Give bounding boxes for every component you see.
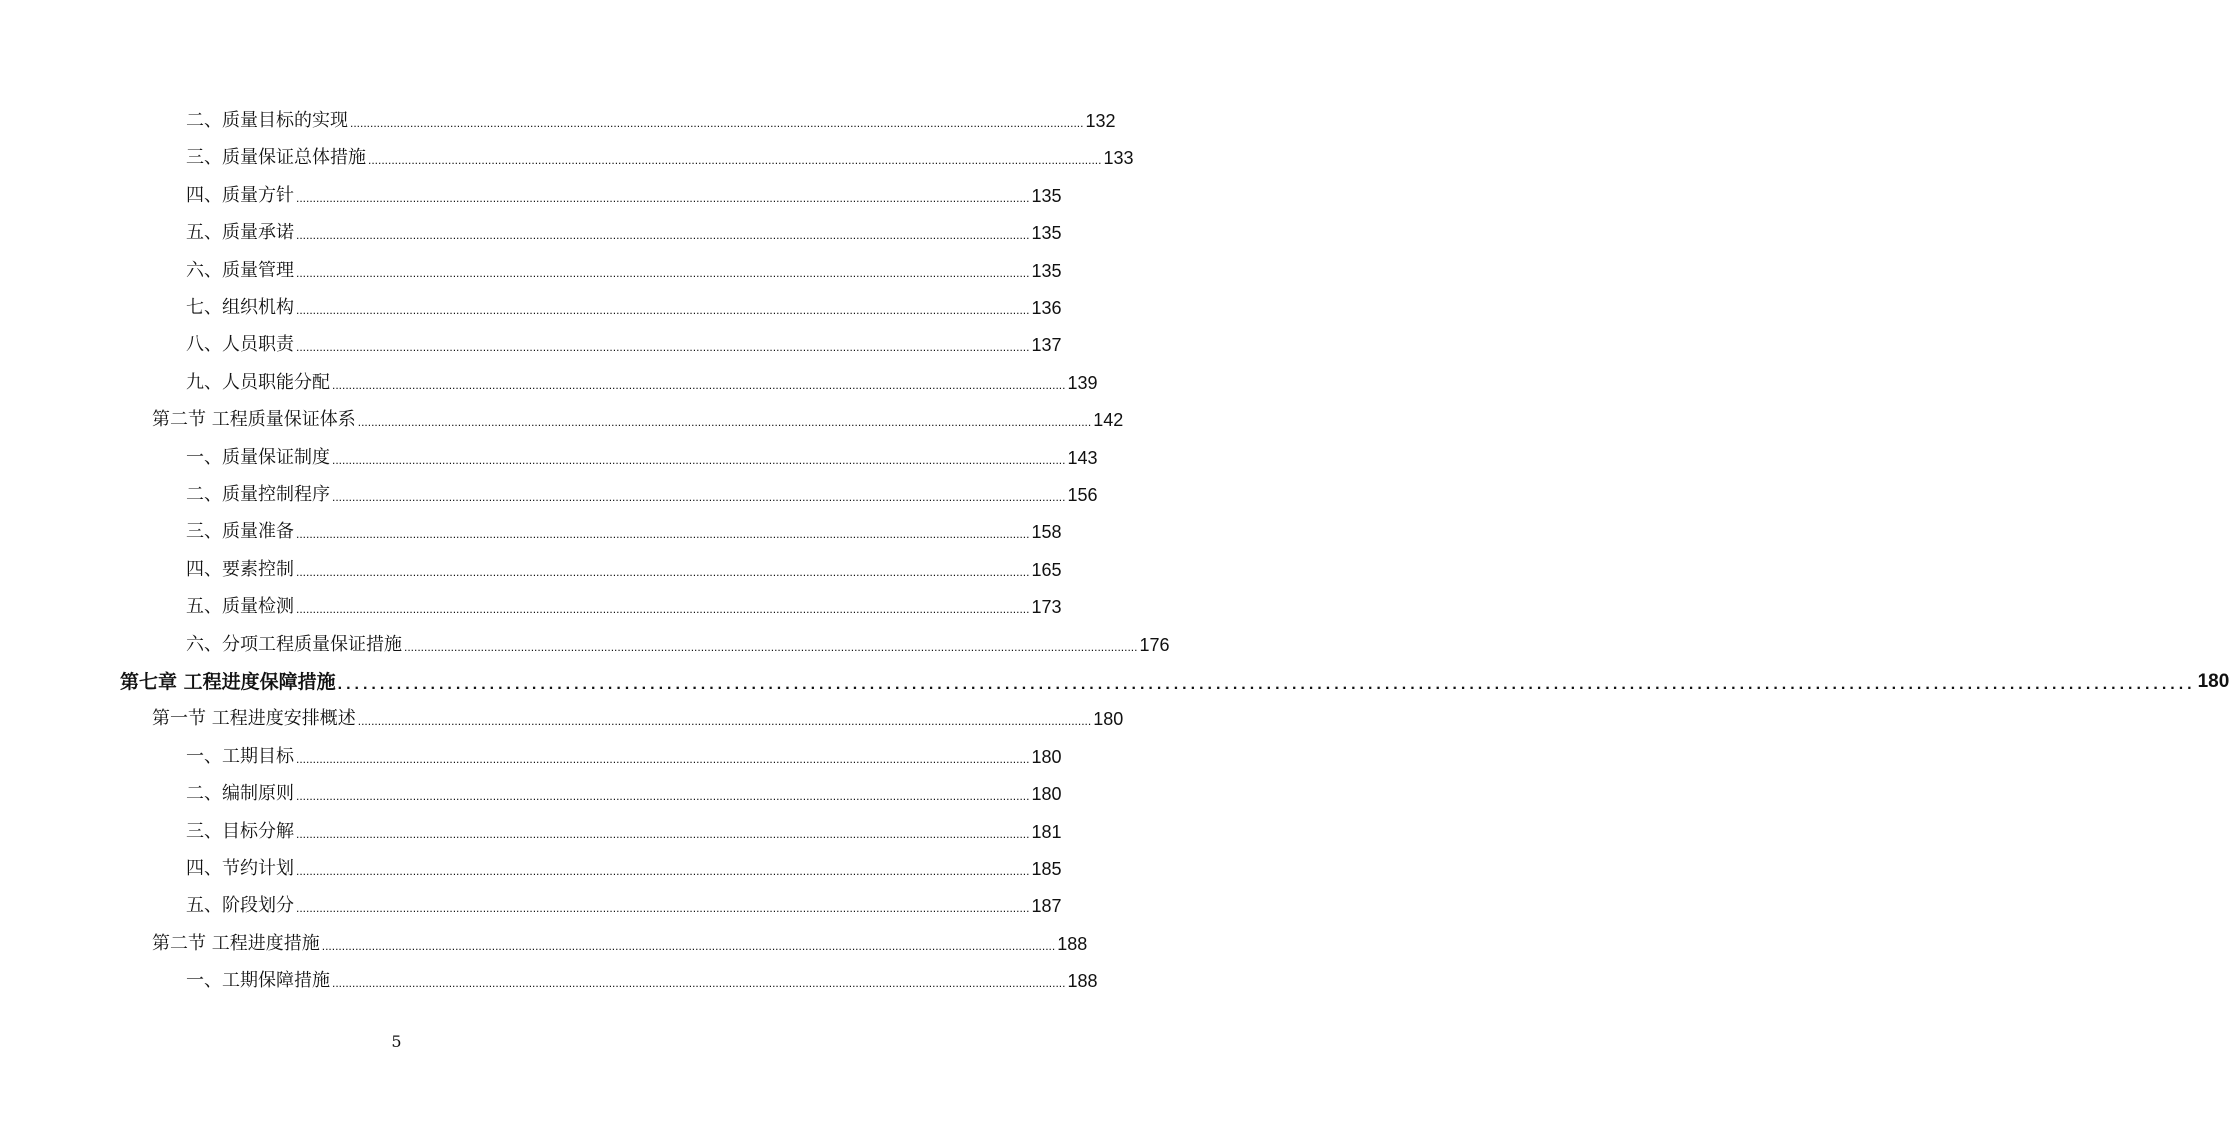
toc-entry-title: 目标分解 bbox=[222, 820, 294, 842]
toc-entry-page: 132 bbox=[1085, 111, 1116, 131]
toc-section-entry[interactable] bbox=[152, 403, 1124, 431]
toc-entry-title: 节约计划 bbox=[222, 858, 294, 879]
toc-entry-title: 要素控制 bbox=[222, 558, 294, 580]
toc-item-entry[interactable] bbox=[186, 179, 1062, 207]
toc-entry-number: 六、 bbox=[186, 259, 222, 281]
toc-entry-page: 176 bbox=[1139, 634, 1170, 655]
toc-entry-page: 188 bbox=[1067, 971, 1098, 992]
toc-leader-dots: ............................................................................................................................................................................................................................ bbox=[296, 901, 1030, 916]
page-number: 5 bbox=[391, 1032, 402, 1051]
toc-entry-number: 三、 bbox=[186, 820, 222, 842]
toc-entry-title: 质量目标的实现 bbox=[222, 110, 348, 131]
toc-entry-title: 质量保证总体措施 bbox=[222, 147, 366, 169]
toc-leader-dots: ............................................................................................................................................................................................................................ bbox=[321, 938, 1056, 953]
toc-leader-dots: ............................................................................................................................................................................................................................ bbox=[296, 527, 1030, 542]
toc-section-entry[interactable] bbox=[152, 927, 1088, 955]
toc-entry-page: 142 bbox=[1093, 410, 1124, 431]
toc-leader-dots: ............................................................................................................................................................................................................................ bbox=[296, 303, 1030, 317]
toc-leader-dots: ............................................................................................................................................................................................................................ bbox=[332, 452, 1066, 467]
toc-leader-dots: ............................................................................................................................................................................................................................ bbox=[296, 228, 1030, 243]
toc-item-entry[interactable] bbox=[186, 328, 1062, 356]
toc-leader-dots: ............................................................................................................................................................................................................................ bbox=[296, 789, 1030, 804]
toc-entry-page: 158 bbox=[1031, 522, 1062, 543]
toc-entry-page: 180 bbox=[1031, 784, 1062, 805]
toc-entry-number: 九、 bbox=[186, 371, 222, 393]
toc-item-entry[interactable] bbox=[186, 478, 1098, 506]
toc-entry-title: 工程质量保证体系 bbox=[211, 409, 356, 431]
toc-entry-title: 人员职能分配 bbox=[222, 371, 330, 393]
toc-leader-dots: ............................................................................................................................................................................................................................ bbox=[357, 714, 1092, 729]
toc-entry-page: 139 bbox=[1067, 372, 1098, 393]
toc-entry-page: 135 bbox=[1031, 185, 1062, 206]
toc-leader-dots: ............................................................................................................................................................................................................................ bbox=[332, 377, 1066, 392]
toc-item-entry[interactable] bbox=[186, 515, 1062, 543]
toc-entry-title: 质量准备 bbox=[222, 521, 294, 543]
toc-leader-dots: ............................................................................................................................................................................................................................ bbox=[296, 190, 1030, 205]
toc-entry-number: 三、 bbox=[186, 521, 222, 543]
toc-entry-page: 133 bbox=[1103, 148, 1134, 169]
toc-entry-page: 173 bbox=[1031, 597, 1062, 618]
toc-entry-number: 第二节 bbox=[152, 409, 212, 431]
toc-leader-dots: ............................................................................................................................................................................................................................ bbox=[337, 676, 2196, 693]
toc-entry-page: 136 bbox=[1031, 298, 1062, 318]
toc-entry-number: 一、 bbox=[186, 446, 222, 468]
toc-entry-page: 135 bbox=[1031, 223, 1062, 244]
toc-item-entry[interactable] bbox=[186, 889, 1062, 917]
toc-entry-number: 一、 bbox=[186, 970, 222, 992]
toc-entry-number: 第二节 bbox=[152, 932, 212, 954]
toc-entry-number: 五、 bbox=[186, 222, 222, 244]
toc-entry-number: 四、 bbox=[186, 858, 222, 879]
toc-entry-number: 一、 bbox=[186, 745, 222, 767]
toc-entry-number: 五、 bbox=[186, 895, 222, 917]
toc-entry-title: 组织机构 bbox=[222, 297, 294, 318]
toc-leader-dots: ............................................................................................................................................................................................................................ bbox=[332, 976, 1066, 991]
toc-entry-number: 五、 bbox=[186, 596, 222, 618]
toc-entry-page: 135 bbox=[1031, 260, 1062, 281]
toc-entry-title: 工程进度保障措施 bbox=[183, 671, 336, 693]
toc-leader-dots: ............................................................................................................................................................................................................................ bbox=[350, 116, 1084, 130]
toc-entry-page: 165 bbox=[1031, 559, 1062, 580]
toc-entry-title: 质量管理 bbox=[222, 259, 294, 281]
toc-leader-dots: ............................................................................................................................................................................................................................ bbox=[296, 265, 1030, 280]
toc-entry-page: 143 bbox=[1067, 447, 1098, 468]
toc-item-entry[interactable] bbox=[186, 216, 1062, 244]
toc-leader-dots: ............................................................................................................................................................................................................................ bbox=[296, 602, 1030, 617]
toc-item-entry[interactable] bbox=[186, 141, 1134, 169]
toc-entry-number: 四、 bbox=[186, 184, 222, 206]
toc-leader-dots: ............................................................................................................................................................................................................................ bbox=[296, 564, 1030, 579]
toc-entry-number: 二、 bbox=[186, 110, 222, 131]
toc-item-entry[interactable] bbox=[186, 590, 1062, 618]
toc-entry-page: 187 bbox=[1031, 896, 1062, 917]
toc-entry-number: 第一节 bbox=[152, 708, 212, 730]
toc-entry-title: 工期目标 bbox=[222, 745, 294, 767]
toc-entry-title: 质量方针 bbox=[222, 184, 294, 206]
toc-leader-dots: ............................................................................................................................................................................................................................ bbox=[368, 153, 1102, 168]
toc-item-entry[interactable] bbox=[186, 852, 1062, 880]
toc-chapter-entry[interactable] bbox=[120, 665, 2229, 693]
toc-item-entry[interactable] bbox=[186, 254, 1062, 282]
toc-entry-title: 工程进度措施 bbox=[211, 932, 320, 954]
toc-leader-dots: ............................................................................................................................................................................................................................ bbox=[296, 340, 1030, 355]
toc-entry-title: 编制原则 bbox=[222, 783, 294, 805]
toc-item-entry[interactable] bbox=[186, 777, 1062, 805]
toc-entry-page: 180 bbox=[1031, 746, 1062, 767]
toc-entry-number: 八、 bbox=[186, 334, 222, 356]
toc-entry-page: 180 bbox=[2197, 671, 2229, 692]
toc-entry-number: 二、 bbox=[186, 783, 222, 805]
toc-entry-number: 三、 bbox=[186, 147, 222, 169]
toc-item-entry[interactable] bbox=[186, 964, 1098, 992]
toc-section-entry[interactable] bbox=[152, 702, 1124, 730]
toc-entry-title: 质量检测 bbox=[222, 596, 294, 618]
toc-entry-title: 阶段划分 bbox=[222, 895, 294, 917]
toc-entry-title: 质量控制程序 bbox=[222, 484, 330, 505]
toc-entry-number: 二、 bbox=[186, 484, 222, 505]
toc-entry-page: 181 bbox=[1031, 821, 1062, 842]
toc-entry-title: 工程进度安排概述 bbox=[211, 708, 356, 730]
toc-entry-title: 分项工程质量保证措施 bbox=[222, 633, 402, 655]
toc-leader-dots: ............................................................................................................................................................................................................................ bbox=[296, 864, 1030, 878]
toc-item-entry[interactable] bbox=[186, 740, 1062, 768]
toc-entry-page: 180 bbox=[1093, 709, 1124, 730]
toc-item-entry[interactable] bbox=[186, 815, 1062, 843]
toc-leader-dots: ............................................................................................................................................................................................................................ bbox=[357, 415, 1092, 430]
toc-item-entry[interactable] bbox=[186, 291, 1062, 319]
toc-entry-number: 第七章 bbox=[120, 671, 184, 693]
toc-entry-number: 六、 bbox=[186, 633, 222, 655]
toc-leader-dots: ............................................................................................................................................................................................................................ bbox=[296, 826, 1030, 841]
toc-leader-dots: ............................................................................................................................................................................................................................ bbox=[332, 490, 1066, 504]
toc-item-entry[interactable] bbox=[186, 441, 1098, 469]
toc-entry-title: 质量保证制度 bbox=[222, 446, 330, 468]
toc-item-entry[interactable] bbox=[186, 628, 1170, 656]
toc-entry-number: 四、 bbox=[186, 558, 222, 580]
toc-entry-page: 137 bbox=[1031, 335, 1062, 356]
toc-leader-dots: ............................................................................................................................................................................................................................ bbox=[404, 639, 1138, 654]
toc-entry-page: 185 bbox=[1031, 859, 1062, 879]
toc-entry-title: 质量承诺 bbox=[222, 222, 294, 244]
toc-entry-title: 工期保障措施 bbox=[222, 970, 330, 992]
toc-item-entry[interactable] bbox=[186, 366, 1098, 394]
toc-entry-title: 人员职责 bbox=[222, 334, 294, 356]
toc-leader-dots: ............................................................................................................................................................................................................................ bbox=[296, 751, 1030, 766]
toc-item-entry[interactable] bbox=[186, 104, 1116, 132]
toc-entry-number: 七、 bbox=[186, 297, 222, 318]
toc-item-entry[interactable] bbox=[186, 553, 1062, 581]
toc-entry-page: 156 bbox=[1067, 485, 1098, 505]
toc-entry-page: 188 bbox=[1057, 933, 1088, 954]
